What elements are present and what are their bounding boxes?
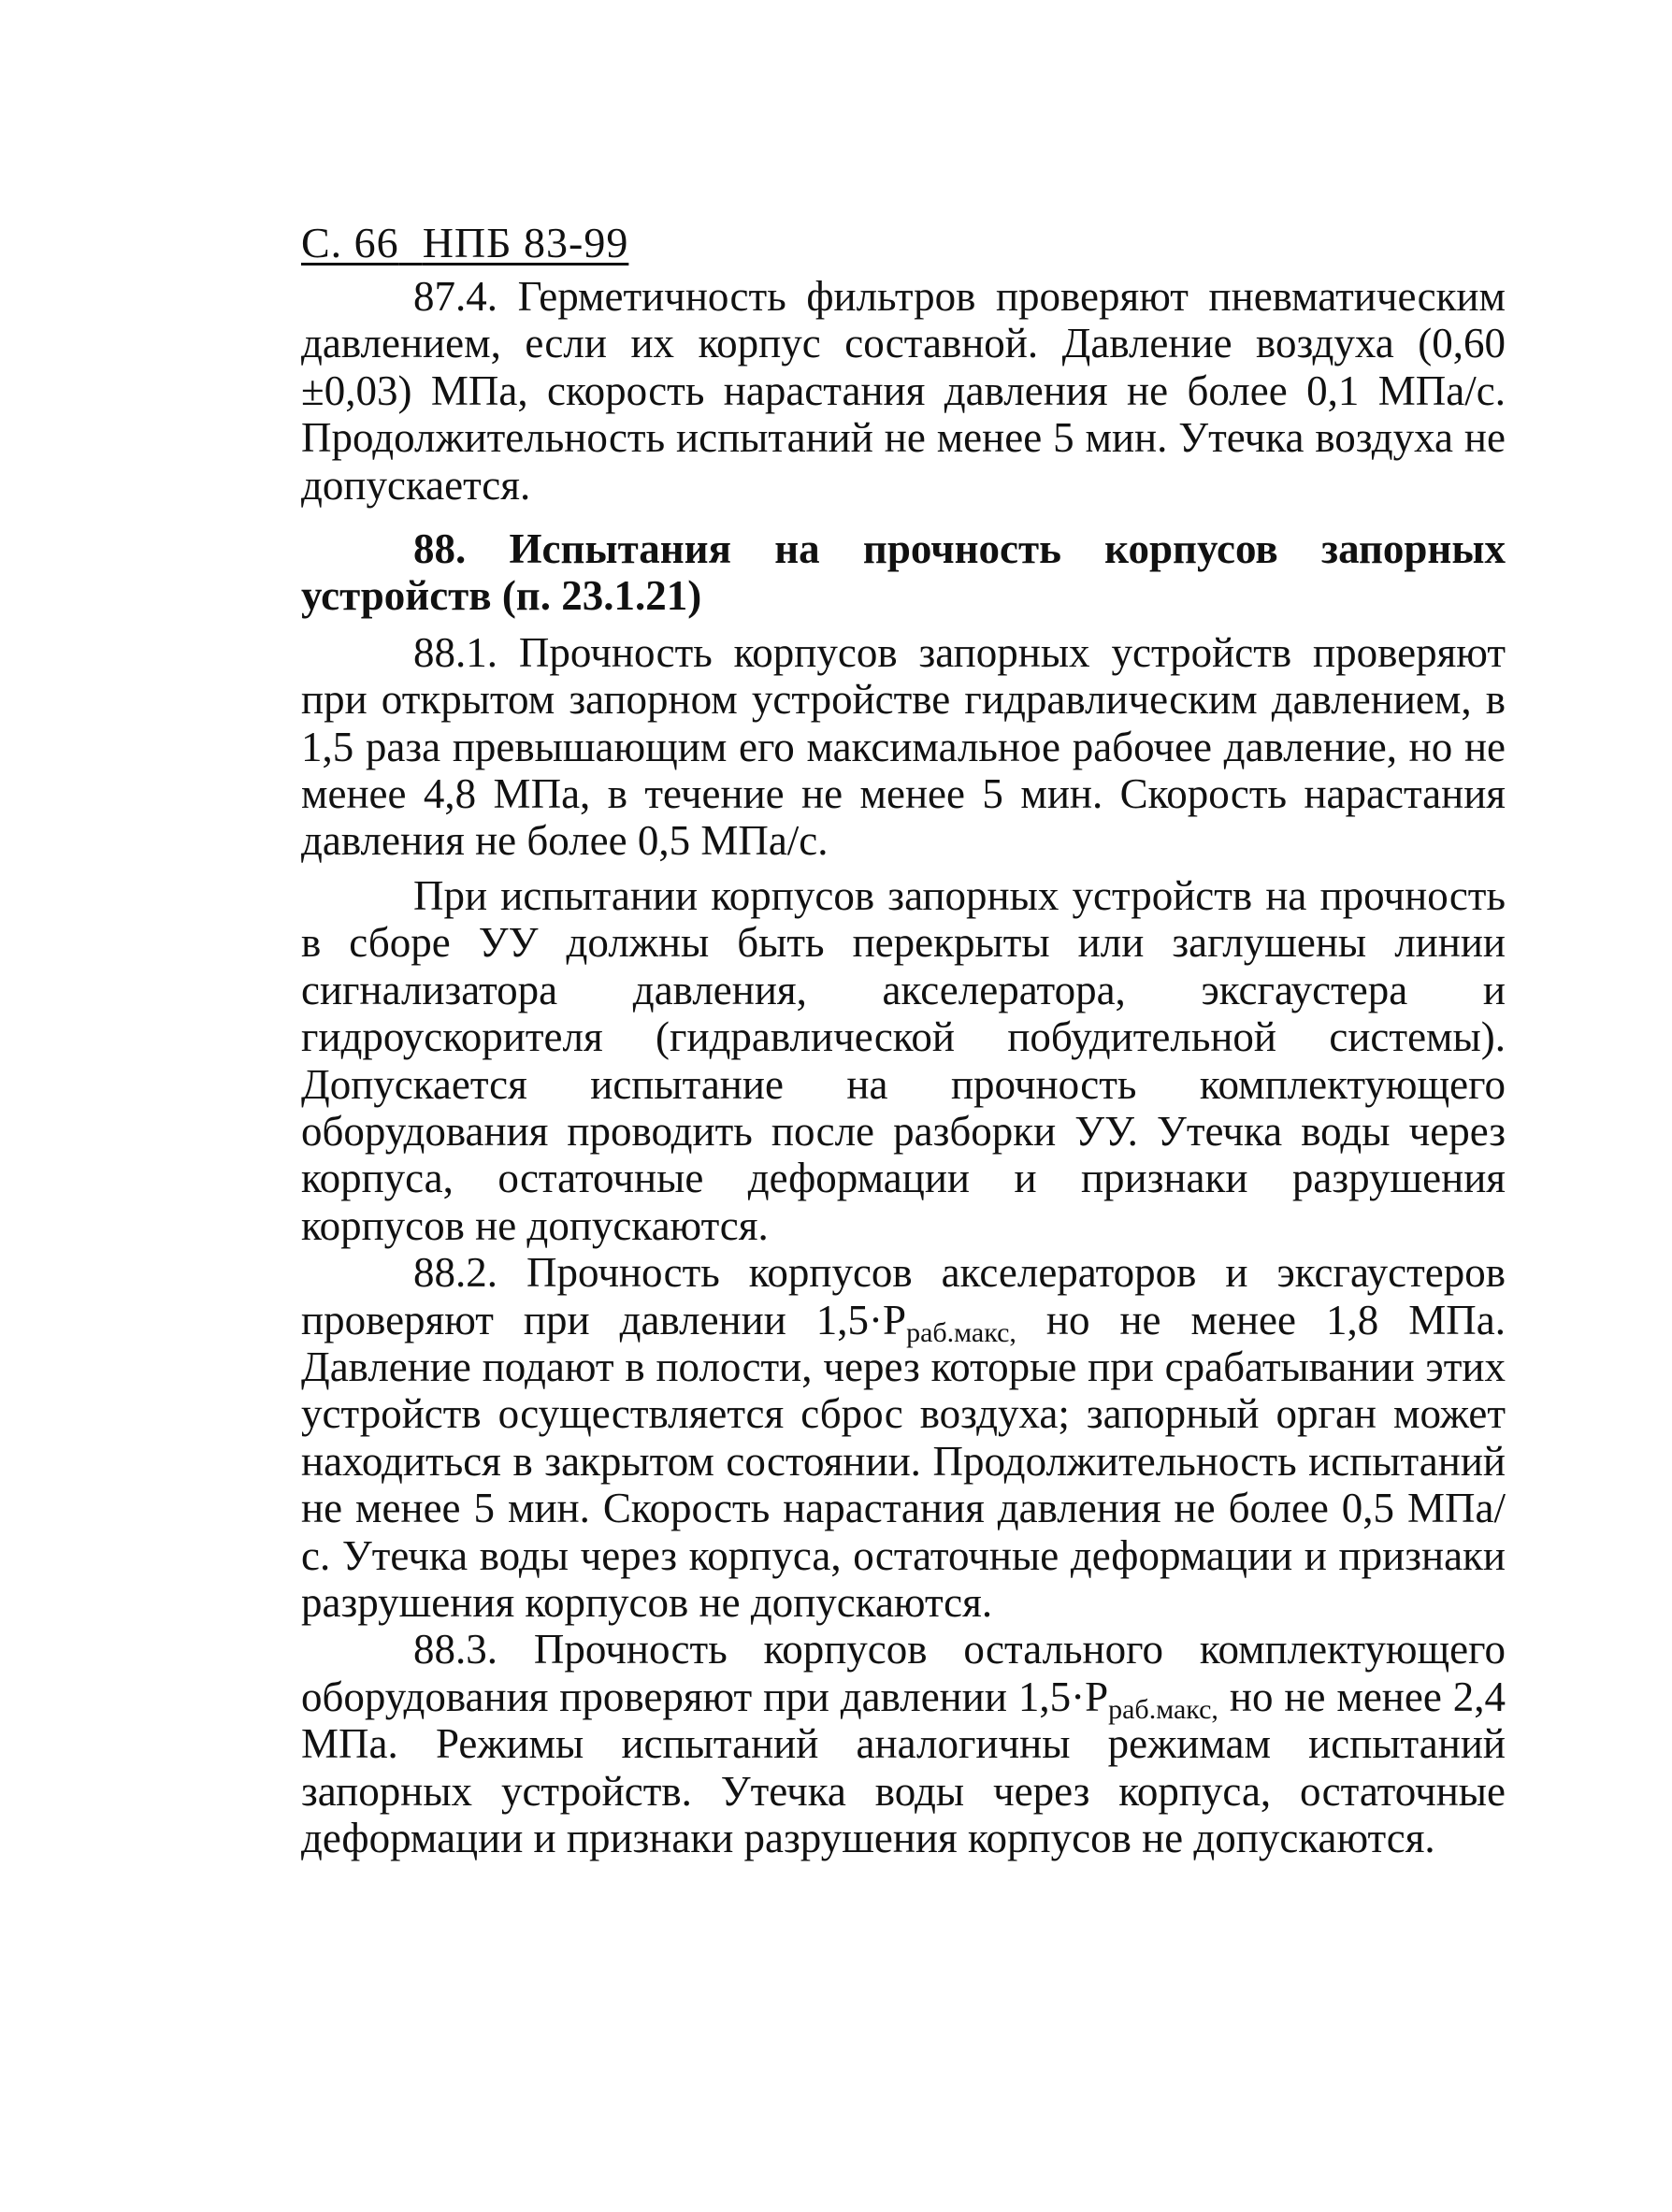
paragraph-88-2-start: 88.2. Прочность корпусов акселераторов и эксгаустеров проверяют при давлении 1,5·P	[301, 1249, 1506, 1343]
paragraph-88-2-rest: но не менее 1,8 МПа. Давление подают в полости, через которые при срабатывании этих устройств осуществляется сброс воздуха; запорный орган может находиться в закрытом состоянии. Продолжительность испытаний не менее 5 мин. Скорость нарастания давления не более 0,5 МПа/с. Утечка воды через корпуса, остаточные деформации и признаки разрушения корпусов не допускаются.	[301, 1296, 1506, 1626]
pressure-subscript: раб.макс,	[906, 1316, 1016, 1348]
page-header	[301, 217, 1506, 269]
paragraph-88-3-start: 88.3. Прочность корпусов остального комплектующего оборудования проверяют при давлении 1,5·P	[301, 1626, 1506, 1720]
paragraph-87-4: 87.4. Герметичность фильтров проверяют пневматическим давлением, если их корпус составной. Давление воздуха (0,60 ±0,03) МПа, скорость нарастания давления не более 0,1 МПа/с. Продолжительность испытаний не менее 5 мин. Утечка воздуха не допускается.	[301, 273, 1506, 509]
section-88-title: 88. Испытания на прочность корпусов запорных устройств (п. 23.1.21)	[301, 525, 1506, 620]
document-code: НПБ 83-99	[422, 219, 629, 266]
paragraph-88-2	[301, 1249, 1506, 1626]
paragraph-88-3	[301, 1626, 1506, 1861]
document-page	[301, 217, 1506, 1861]
pressure-subscript: раб.макс,	[1108, 1693, 1218, 1725]
paragraph-88-1-continued: При испытании корпусов запорных устройств на прочность в сборе УУ должны быть перекрыты или заглушены линии сигнализатора давления, акселератора, эксгаустера и гидроускорителя (гидравлической побудительной системы). Допускается испытание на прочность комплектующего оборудования проводить после разборки УУ. Утечка воды через корпуса, остаточные деформации и признаки разрушения корпусов не допускаются.	[301, 871, 1506, 1249]
page-reference: С. 66	[301, 219, 399, 266]
paragraph-88-1: 88.1. Прочность корпусов запорных устройств проверяют при открытом запорном устройстве гидравлическим давлением, в 1,5 раза превышающим его максимальное рабочее давление, но не менее 4,8 МПа, в течение не менее 5 мин. Скорость нарастания давления не более 0,5 МПа/с.	[301, 628, 1506, 865]
paragraph-88-3-rest: но не менее 2,4 МПа. Режимы испытаний аналогичны режимам испытаний запорных устройств. Утечка воды через корпуса, остаточные деформации и признаки разрушения корпусов не допускаются.	[301, 1673, 1506, 1861]
